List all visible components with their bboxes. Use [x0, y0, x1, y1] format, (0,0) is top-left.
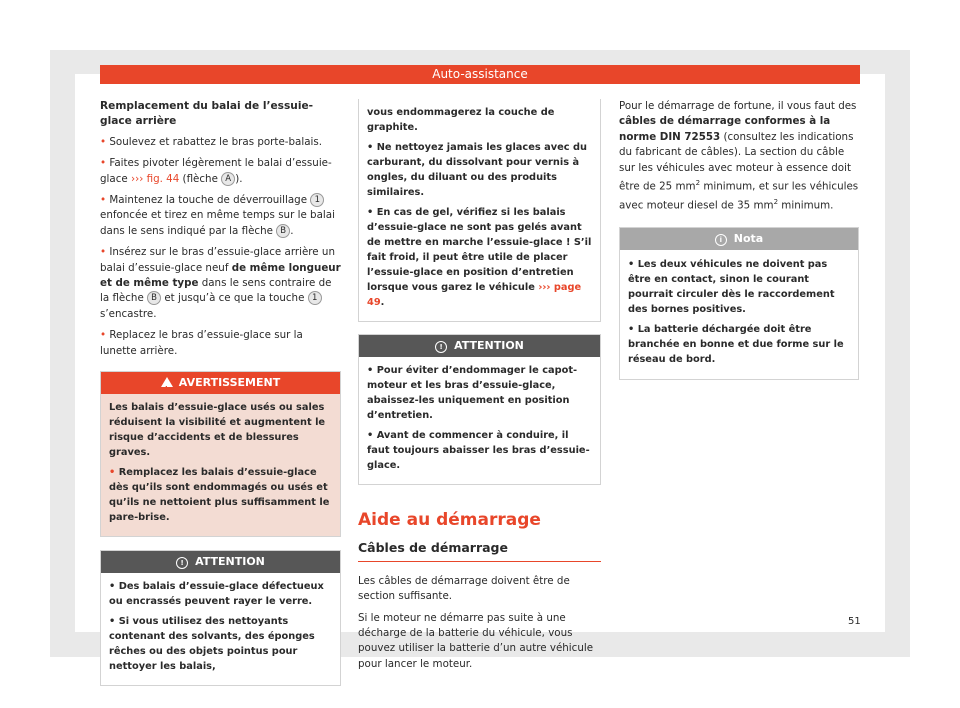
- step-3: • Maintenez la touche de déverrouillage 1 enfoncée et tirez en même temps sur le balai dans le sens indiqué par la flèche B .: [100, 194, 335, 237]
- marker-a: A: [221, 172, 235, 186]
- page-link[interactable]: ››› page 49: [367, 282, 582, 308]
- chapter-header: Auto-assistance: [100, 65, 860, 84]
- section-title: Aide au démarrage: [358, 510, 541, 530]
- exclamation-circle-icon: !: [435, 341, 447, 353]
- step-2: • Faites pivoter légèrement le balai d’essuie-glace ››› fig. 44 (flèche A ).: [100, 157, 332, 185]
- page-number: 51: [848, 616, 861, 627]
- warning-box: [100, 371, 341, 537]
- paragraph: Les câbles de démarrage doivent être de section suffisante.: [358, 574, 570, 603]
- bullet-icon: •: [109, 467, 116, 479]
- step-4: • Insérez sur le bras d’essuie-glace arrière un balai d’essuie-glace neuf de même longueur et de même type dans le sens contraire de la flèche B et jusqu’à ce que la touche 1 s’encastre.: [100, 246, 341, 320]
- nota-header: i Nota: [620, 228, 858, 250]
- attention-header: ! ATTENTION: [101, 551, 340, 573]
- warning-body: Les balais d’essuie-glace usés ou sales réduisent la visibilité et augmentent le risque d’accidents et de blessures graves. • Remplacez les balais d’essuie-glace dès qu’ils sont endommagés ou usés et qu’ils ne nettoient plus suffisamment le pare-brise.: [101, 394, 340, 536]
- bullet-icon: •: [100, 329, 107, 342]
- marker-1: 1: [310, 193, 324, 207]
- attention-header: ! ATTENTION: [359, 335, 600, 357]
- paragraph: Si le moteur ne démarre pas suite à une décharge de la batterie du véhicule, vous pouvez utiliser la batterie d’un autre véhicule pour lancer le moteur.: [358, 611, 594, 670]
- nota-body: • Les deux véhicules ne doivent pas être en contact, sinon le courant pourrait circuler dès le raccordement des bornes positives. • La batterie déchargée doit être branchée en bonne et due forme sur le réseau de bord.: [628, 258, 844, 365]
- attention-continued-body: vous endommagerez la couche de graphite. • Ne nettoyez jamais les glaces avec du carburant, du dissolvant pour vernis à ongles, du diluant ou des produits similaires. • En cas de gel, vérifiez si les balais d’essuie-glace ne sont pas gelés avant de mettre en marche l’essuie-glace ! S’il fait froid, il peut être utile de placer l’essuie-glace en position d’entretien lorsque vous garez le véhicule ››› page 49.: [359, 99, 600, 321]
- column-3: [619, 99, 859, 380]
- bullet-icon: •: [100, 194, 107, 207]
- bullet-icon: •: [100, 246, 107, 259]
- fig-link[interactable]: ››› fig. 44: [130, 172, 180, 185]
- step-5: • Replacez le bras d’essuie-glace sur la lunette arrière.: [100, 329, 303, 357]
- column-1: [100, 99, 341, 686]
- nota-box: [619, 227, 859, 380]
- attention-box-2: [358, 334, 601, 485]
- marker-b: B: [147, 291, 161, 305]
- bullet-icon: •: [100, 135, 107, 148]
- warning-box-continued: [358, 99, 601, 322]
- marker-b: B: [276, 224, 290, 238]
- warning-header: !AVERTISSEMENT: [101, 372, 340, 394]
- exclamation-circle-icon: !: [176, 557, 188, 569]
- attention-body: • Des balais d’essuie-glace défectueux ou encrassés peuvent rayer le verre. • Si vous utilisez des nettoyants contenant des solvants, des éponges rêches ou des objets pointus pour nettoyer les balais,: [101, 573, 340, 685]
- section-subtitle: Câbles de démarrage: [358, 540, 601, 561]
- info-icon: i: [715, 234, 727, 246]
- column-2: [358, 99, 601, 678]
- attention-box-1: [100, 550, 341, 686]
- paragraph: Pour le démarrage de fortune, il vous faut des câbles de démarrage conformes à la norme DIN 72553 (consultez les indications du fabricant de câbles). La section du câble sur les véhicules avec moteur à essence doit être de 25 $mm^2$ minimum, et sur les véhicules avec moteur diesel de 35 $mm^2$ minimum.: [619, 100, 859, 212]
- procedure-heading: Remplacement du balai de l’essuie-glace arrière: [100, 100, 314, 128]
- warning-triangle-icon: [161, 377, 173, 387]
- marker-1: 1: [308, 291, 322, 305]
- step-1: • Soulevez et rabattez le bras porte-balais.: [100, 135, 323, 148]
- attention-body: • Pour éviter d’endommager le capot-moteur et les bras d’essuie-glace, abaissez-les uniquement en position d’entretien. • Avant de commencer à conduire, il faut toujours abaisser les bras d’essuie-glace.: [359, 357, 600, 484]
- bullet-icon: •: [100, 157, 107, 170]
